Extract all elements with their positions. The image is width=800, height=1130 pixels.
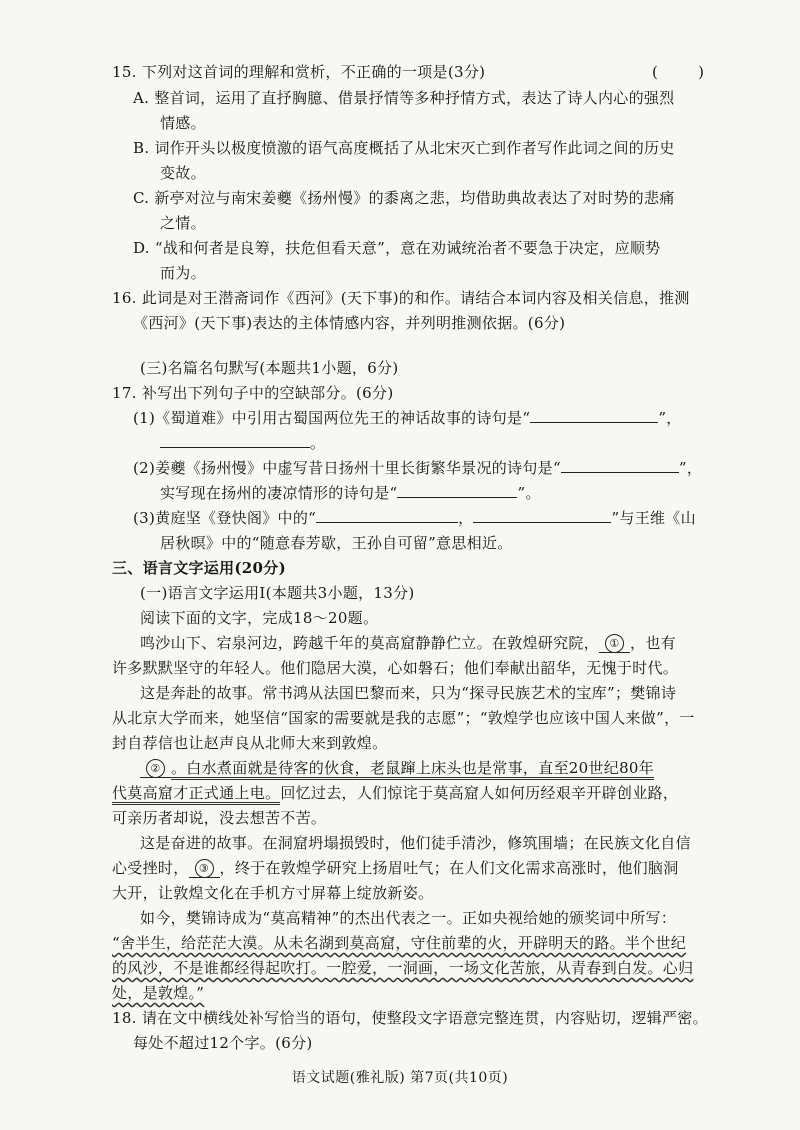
q15-option-c-cont: 之情。 — [160, 214, 206, 232]
q15-option-b-cont: 变故。 — [160, 164, 206, 182]
q17-item-1: (1)《蜀道难》中引用古蜀国两位先王的神话故事的诗句是“ ”， — [133, 409, 682, 427]
passage-p5-line-4: 处，是敦煌。” — [112, 984, 205, 1002]
q17-stem: 17. 补写出下列句子中的空缺部分。(6分) — [112, 384, 394, 402]
q15-option-d: D. “战和何者是良筹，扶危但看天意”，意在劝诫统治者不要急于决定，应顺势 — [133, 239, 661, 257]
passage-p1-line-2: 许多默默坚守的年轻人。他们隐居大漠，心如磐石；他们奉献出韶华，无愧于时代。 — [112, 659, 679, 677]
passage-p3-line-3: 可亲历者却说，没去想苦不苦。 — [112, 809, 327, 827]
q15-option-a-cont: 情感。 — [160, 114, 206, 132]
passage-p4-line-1: 这是奋进的故事。在洞窟坍塌损毁时，他们徒手清沙，修筑围墙；在民族文化自信 — [140, 834, 691, 852]
q15-option-d-cont: 而为。 — [160, 264, 206, 282]
passage-p4-line-2: 心受挫时， ③ ，终于在敦煌学研究上扬眉吐气；在人们文化需求高涨时，他们脑洞 — [112, 859, 679, 877]
blank-marker-2[interactable]: ② — [140, 759, 171, 778]
answer-blank[interactable] — [473, 508, 611, 523]
answer-blank[interactable] — [397, 483, 517, 498]
page-footer: 语文试题(雅礼版) 第7页(共10页) — [291, 1070, 509, 1086]
passage-p3-line-2: 代莫高窟才正式通上电。回忆过去，人们惊诧于莫高窟人如何历经艰辛开辟创业路， — [112, 783, 678, 803]
q15-stem: 15. 下列对这首词的理解和赏析，不正确的一项是(3分) — [112, 63, 486, 81]
passage-p5-line-3: 的风沙，不是谁都经得起吹打。一腔爱，一洞画，一场文化苦旅，从青春到白发。心归 — [112, 959, 694, 977]
passage-p1-line-1: 鸣沙山下、宕泉河边，跨越千年的莫高窟静静伫立。在敦煌研究院， ① ，也有 — [140, 634, 676, 652]
subsection-language-heading: (一)语言文字运用Ⅰ(本题共3小题，13分) — [140, 584, 415, 602]
passage-p4-line-3: 大开，让敦煌文化在手机方寸屏幕上绽放新姿。 — [112, 884, 434, 902]
q15-option-a: A. 整首词，运用了直抒胸臆、借景抒情等多种抒情方式，表达了诗人内心的强烈 — [133, 89, 675, 107]
q16-line-1: 16. 此词是对王潜斋词作《西河》(天下事)的和作。请结合本词内容及相关信息，推测 — [112, 289, 690, 307]
passage-p5-line-1: 如今，樊锦诗成为“莫高精神”的杰出代表之一。正如央视给她的颁奖词中所写： — [140, 909, 677, 927]
blank-marker-3[interactable]: ③ — [189, 859, 220, 878]
passage-p2-line-2: 从北京大学而来，她坚信“国家的需要就是我的志愿”；“敦煌学也应该中国人来做”，一 — [112, 709, 695, 727]
q17-item-2: (2)姜夔《扬州慢》中虚写昔日扬州十里长街繁华景况的诗句是“ ”， — [133, 459, 703, 477]
q16-line-2: 《西河》(天下事)表达的主体情感内容，并列明推测依据。(6分) — [133, 314, 566, 332]
paren-close: ) — [698, 63, 705, 81]
q15-stem-line — [112, 62, 485, 82]
section-language-heading: 三、语言文字运用(20分) — [112, 559, 286, 577]
q15-answer-paren — [652, 62, 704, 82]
q17-item-1-cont: 。 — [160, 433, 325, 453]
answer-blank[interactable] — [160, 433, 310, 448]
answer-blank[interactable] — [316, 508, 458, 523]
answer-blank[interactable] — [530, 408, 658, 423]
reading-instruction: 阅读下面的文字，完成18～20题。 — [140, 609, 379, 627]
blank-marker-1[interactable]: ① — [599, 634, 630, 653]
q17-item-3: (3)黄庭坚《登快阁》中的“ ， ”与王维《山 — [133, 509, 696, 527]
q17-item-3-cont: 居秋暝》中的“随意春芳歇，王孙自可留”意思相近。 — [160, 534, 513, 552]
q18-line-1: 18. 请在文中横线处补写恰当的语句，使整段文字语意完整连贯，内容贴切，逻辑严密。 — [112, 1009, 708, 1027]
passage-p3-line-1: ② 。白水煮面就是待客的伙食，老鼠蹿上床头也是常事，直至20世纪80年 — [140, 758, 654, 778]
q18-line-2: 每处不超过12个字。(6分) — [133, 1034, 313, 1052]
answer-blank[interactable] — [561, 458, 679, 473]
q15-option-c: C. 新亭对泣与南宋姜夔《扬州慢》的黍离之悲，均借助典故表达了对时势的悲痛 — [133, 189, 675, 207]
paren-open: ( — [652, 63, 659, 81]
section-recitation-heading: (三)名篇名句默写(本题共1小题，6分) — [140, 359, 399, 377]
passage-p2-line-3: 封自荐信也让赵声良从北师大来到敦煌。 — [112, 734, 388, 752]
q17-item-2-cont: 实写现在扬州的凄凉情形的诗句是“ ”。 — [160, 484, 541, 502]
q15-option-b: B. 词作开头以极度愤激的语气高度概括了从北宋灭亡到作者写作此词之间的历史 — [133, 139, 675, 157]
passage-p2-line-1: 这是奔赴的故事。常书鸿从法国巴黎而来，只为“探寻民族艺术的宝库”；樊锦诗 — [140, 684, 677, 702]
passage-p5-line-2: “舍半生，给茫茫大漠。从未名湖到莫高窟，守住前辈的火，开辟明天的路。半个世纪 — [112, 934, 687, 952]
